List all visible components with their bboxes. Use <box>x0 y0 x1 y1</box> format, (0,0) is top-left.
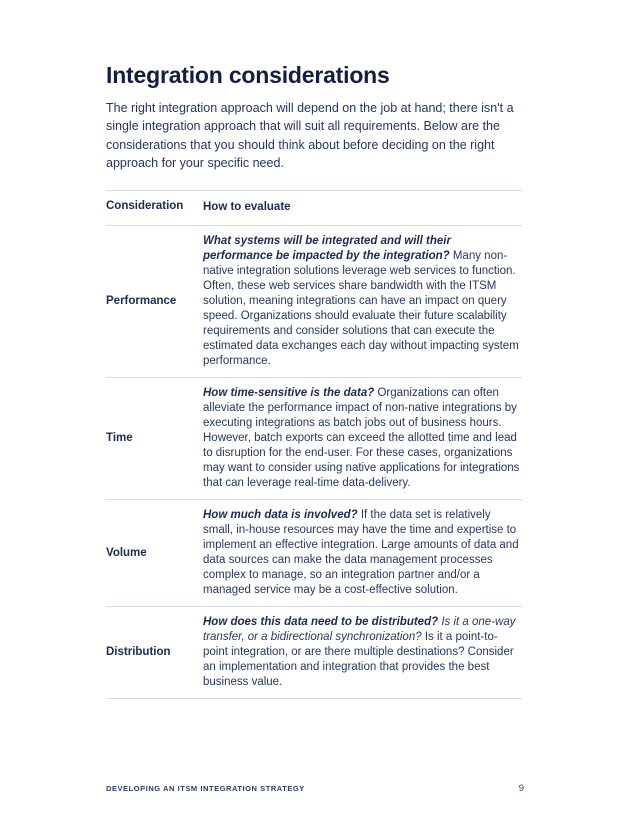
footer-page-number: 9 <box>518 783 524 794</box>
lead-question-secondary: Is it a one-way transfer, or a bidirectional synchronization? <box>203 615 516 643</box>
lead-question: How time-sensitive is the data? <box>203 386 375 399</box>
page-title: Integration considerations <box>106 62 390 88</box>
evaluation-text <box>203 508 522 598</box>
consideration-label: Performance <box>106 295 177 308</box>
lead-question: How much data is involved? <box>203 508 358 521</box>
evaluation-body: Is it a point-to-point integration, or are there multiple destinations? Consider an implementation and integration that provides the best business value. <box>203 630 514 688</box>
table-row-volume <box>106 499 522 606</box>
header-how-to-evaluate: How to evaluate <box>203 200 291 213</box>
evaluation-body: If the data set is relatively small, in-house resources may have the time and expertise to implement an effective integration. Large amounts of data and data sources can make the data management processes complex to manage, so an integration partner and/or a managed service may be a cost-effective solution. <box>203 508 519 596</box>
lead-question: How does this data need to be distributed? <box>203 615 439 628</box>
header-consideration: Consideration <box>106 199 184 212</box>
evaluation-text <box>203 386 522 491</box>
consideration-label: Time <box>106 432 133 445</box>
consideration-label: Distribution <box>106 646 171 659</box>
consideration-label: Volume <box>106 546 147 559</box>
table-row-performance <box>106 225 522 377</box>
evaluation-text <box>203 615 522 690</box>
page-footer <box>106 783 522 794</box>
intro-paragraph: The right integration approach will depend on the job at hand; there isn't a single integration approach that will suit all requirements. Below are the considerations that you should think about before deciding on the right approach for your specific need. <box>106 101 514 171</box>
table-row-time <box>106 377 522 499</box>
footer-document-title: DEVELOPING AN ITSM INTEGRATION STRATEGY <box>106 784 305 793</box>
evaluation-body: Organizations can often alleviate the performance impact of non-native integrations by executing integrations as batch jobs out of business hours. However, batch exports can exceed the allotted time and lead to disruption for the end-user. For these cases, organizations may want to consider using native applications for integrations that can leverage real-time data-delivery. <box>203 386 520 489</box>
page-content <box>106 0 522 699</box>
evaluation-text <box>203 234 522 369</box>
lead-question: What systems will be integrated and will their performance be impacted by the integration? <box>203 234 451 262</box>
considerations-table <box>106 190 522 699</box>
evaluation-body: Many non-native integration solutions leverage web services to function. Often, these web services share bandwidth with the ITSM solution, meaning integrations can have an impact on query speed. Organizations should evaluate their future scalability requirements and consider solutions that can execute the estimated data exchanges each day without impacting system performance. <box>203 249 519 367</box>
table-row-distribution <box>106 606 522 698</box>
table-header-row <box>106 190 522 225</box>
